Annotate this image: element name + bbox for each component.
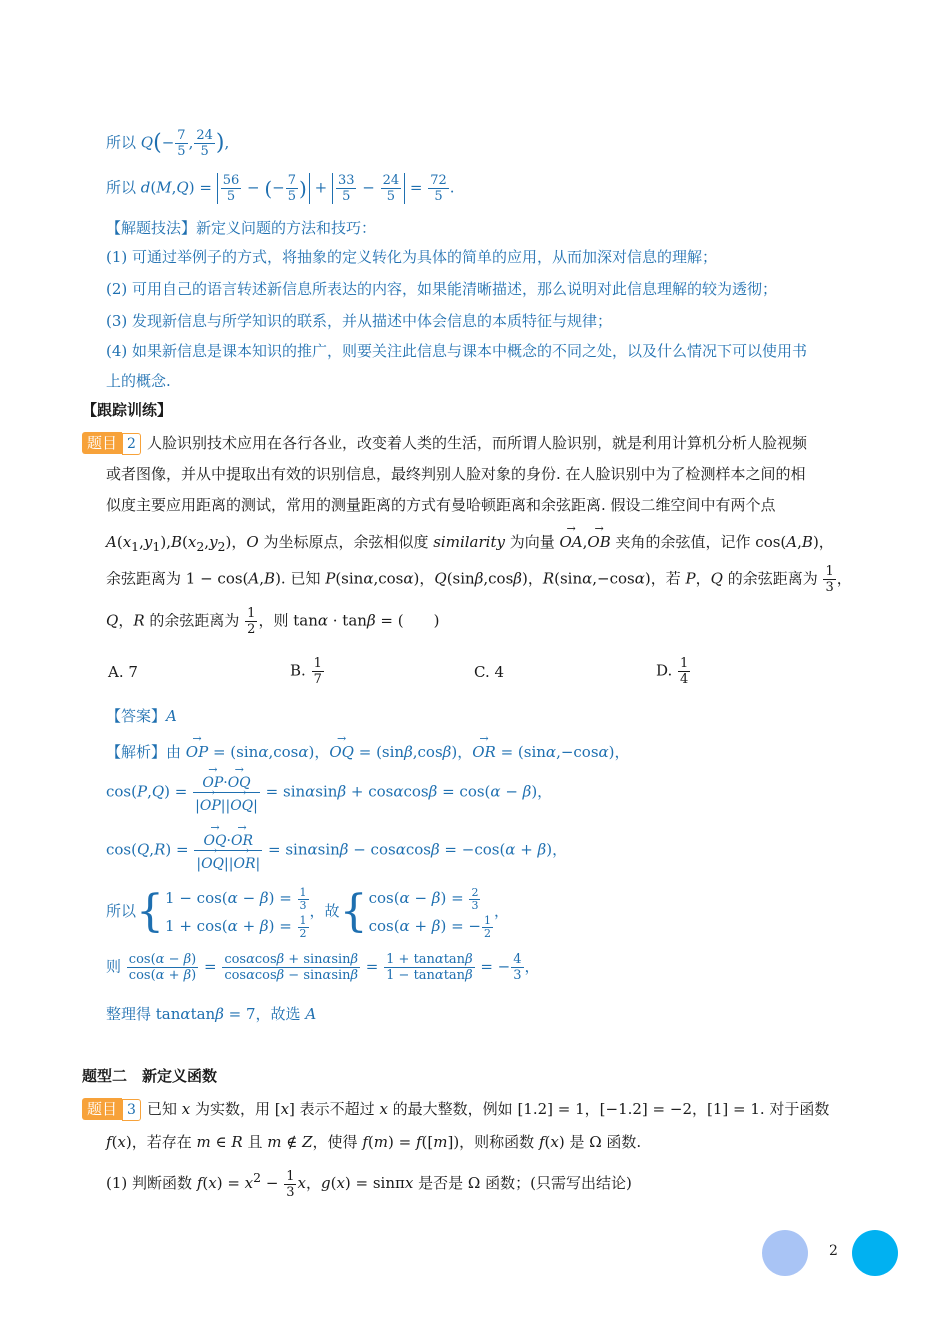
option-c[interactable]: C. 4: [474, 663, 505, 681]
problem-3-line-2: f(x)，若存在 m ∈ R 且 m ∉ Z，使得 f(m) = f([m])，则称函数 f(x) 是 Ω 函数.: [106, 1133, 642, 1151]
section-tracking: 【跟踪训练】: [82, 401, 173, 419]
tip-3: (3) 发现新信息与所学知识的联系，并从描述中体会信息的本质特征与规律；: [106, 312, 613, 330]
problem-tag: 题目: [82, 1098, 122, 1120]
q-coordinate-line: 所以 Q(− $\frac{7}{5}$ , $\frac{24}{5}$ ),: [106, 128, 230, 159]
problem-2-line-4: $A(x_1,y_1),B(x_2,y_2)$，O 为坐标原点，余弦相似度 similarity 为向量 → OA,→ OB 夹角的余弦值，记作 cos(A,B)，: [106, 528, 834, 557]
tip-4: (4) 如果新信息是课本知识的推广，则要关注此信息与课本中概念的不同之处，以及什么情况下可以使用书: [106, 342, 808, 360]
distance-line: 所以 d(M,Q) = $\frac{56}{5}$ − (− $\frac{7}{5}$ ) + $\frac{33}{5}$ − $\frac{24}{5}$ = $\frac{72}{5}$ .: [106, 173, 455, 204]
method-title: 【解题技法】新定义问题的方法和技巧：: [106, 219, 377, 237]
analysis-line-1: 【解析】由 → OP = (sinα,cosα)，→ OQ = (sinβ,cosβ)，→ OR = (sinα,−cosα)，: [106, 738, 630, 762]
problem-2-line-3: 似度主要应用距离的测试，常用的测量距离的方式有曼哈顿距离和余弦距离. 假设二维空间中有两个点: [106, 496, 776, 514]
answer-line: 【答案】A: [106, 707, 177, 725]
cos-pq-line: cos(P,Q) = → $\frac{OP\cdot\to OQ}{|\to OP||\to OQ|}$ = sinαsinβ + cosαcosβ = cos(α − β)，: [106, 770, 552, 815]
tip-2: (2) 可用自己的语言转述新信息所表达的内容，如果能清晰描述，那么说明对此信息理解的较为透彻；: [106, 280, 778, 298]
problem-2-line-2: 或者图像，并从中提取出有效的识别信息，最终判别人脸对象的身份. 在人脸识别中为了检测样本之间的相: [106, 465, 806, 483]
problem-tag: 题目: [82, 432, 122, 454]
problem-3-part-1: (1) 判断函数 $f(x) = x^2$ − $\frac{1}{3}$ x，g(x) = sinπx 是否是 Ω 函数；(只需写出结论): [106, 1168, 632, 1200]
tip-4-cont: 上的概念.: [106, 372, 171, 390]
problem-2-line-6: Q，R 的余弦距离为 $\frac{1}{2}$ ，则 tanα · tanβ = ( ): [106, 606, 440, 637]
page-number: 2: [829, 1243, 838, 1259]
page-circle-light: [762, 1230, 808, 1276]
problem-number: 3: [122, 1099, 141, 1121]
tip-1: (1) 可通过举例子的方式，将抽象的定义转化为具体的简单的应用，从而加深对信息的理解；: [106, 248, 718, 266]
system-line: 所以{1 − cos(α − β) = $\frac{1}{3}$ 1 + cos(α + β) = $\frac{1}{2}$ ，故{cos(α − β) = $\frac{2}{3}$ cos(α + β) = − $\frac{1}{2}$ ，: [106, 885, 510, 940]
problem-2-line-1: 题目 2 人脸识别技术应用在各行各业，改变着人类的生活，而所谓人脸识别，就是利用计算机分析人脸视频: [82, 432, 807, 455]
ratio-line: 则 $\frac{\cos(\alpha - \beta)}{\cos(\alpha + \beta)}$ = $\frac{\cos\alpha\cos\beta + \sin\alpha\sin\beta}{\cos\alpha\cos\beta - \sin\alpha\sin\beta}$ = $\frac{1 + \tan\alpha\tan\beta}{1 - \tan\alpha\tan\beta}$ = − $\frac{4}{3}$ ，: [106, 952, 540, 983]
option-b[interactable]: B. $\frac{1}{7}$: [290, 656, 322, 687]
problem-2-line-5: 余弦距离为 1 − cos(A,B). 已知 P(sinα,cosα)，Q(sinβ,cosβ)，R(sinα,−cosα)，若 P，Q 的余弦距离为 $\frac{1}{3}$ ，: [106, 564, 852, 595]
option-a[interactable]: A. 7: [108, 663, 138, 681]
option-d[interactable]: D. $\frac{1}{4}$: [656, 656, 689, 687]
page-circle-cyan: [852, 1230, 898, 1276]
final-line: 整理得 tanαtanβ = 7，故选 A: [106, 1005, 317, 1023]
problem-3-line-1: 题目 3 已知 x 为实数，用 [x] 表示不超过 x 的最大整数，例如 [1.2] = 1，[−1.2] = −2，[1] = 1. 对于函数: [82, 1098, 829, 1121]
section-2-title: 题型二 新定义函数: [82, 1067, 218, 1085]
problem-number: 2: [122, 433, 141, 455]
cos-qr-line: cos(Q,R) = → $\frac{OQ\cdot\to OR}{|\to OQ||\to OR|}$ = sinαsinβ − cosαcosβ = −cos(α + β)，: [106, 828, 567, 873]
